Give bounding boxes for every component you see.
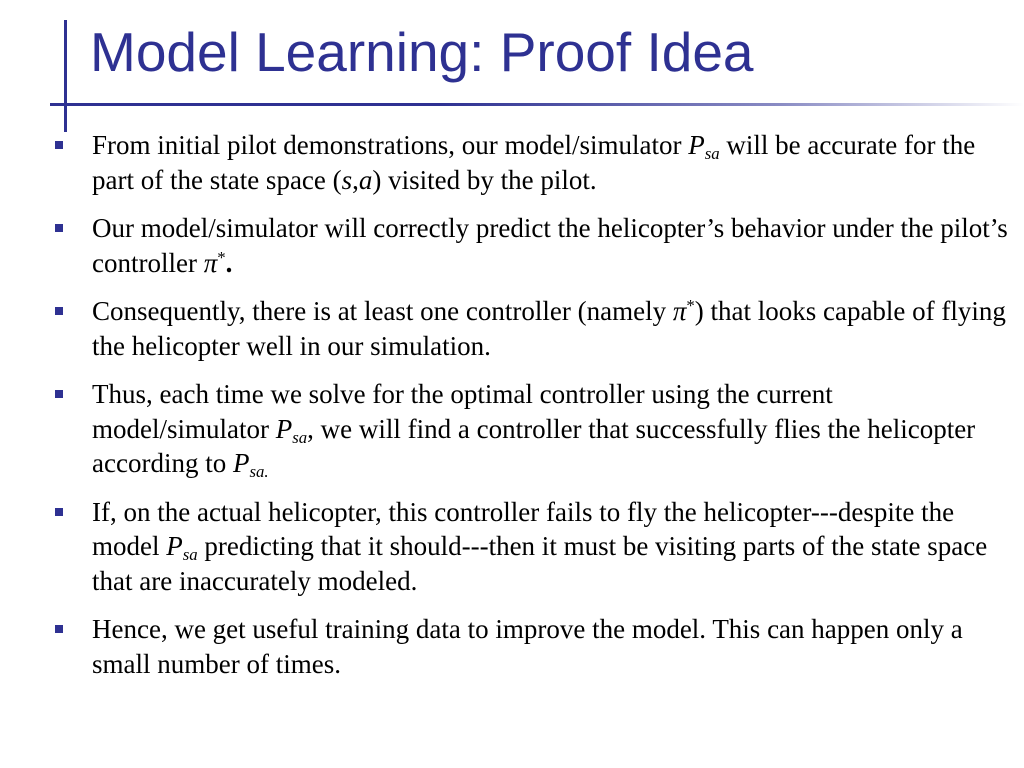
bullet-text-fragment: ) visited by the pilot. bbox=[372, 164, 597, 195]
square-bullet-icon bbox=[55, 508, 63, 516]
bullet-text-fragment: s bbox=[341, 164, 353, 195]
bullet-text-fragment: Hence, we get useful training data to improve the model. This can happen only a small number of times. bbox=[92, 614, 963, 679]
bullet-text-fragment: will be accurate for the part of the state space ( bbox=[92, 130, 976, 195]
bullet-text bbox=[92, 211, 1016, 280]
bullet-item bbox=[50, 128, 1016, 197]
bullet-text-fragment: P bbox=[166, 531, 183, 561]
bullet-text bbox=[92, 128, 1016, 197]
bullet-item bbox=[50, 294, 1016, 363]
bullet-text-fragment: . bbox=[225, 247, 233, 278]
bullet-text-fragment: From initial pilot demonstrations, our model/simulator bbox=[92, 130, 689, 160]
square-bullet-icon bbox=[55, 141, 63, 149]
bullet-text-fragment: Thus, each time we solve for the optimal controller using the current model/simulator bbox=[92, 379, 833, 444]
bullet-text-fragment: Our model/simulator will correctly predict the helicopter’s behavior under the pilot’s controller bbox=[92, 213, 1008, 278]
bullet-text-fragment: predicting that it should---then it must be visiting parts of the state space that are inaccurately modeled. bbox=[92, 531, 988, 596]
square-bullet-icon bbox=[55, 625, 63, 633]
bullet-text-fragment: , we will find a controller that successfully flies the helicopter according to bbox=[92, 413, 976, 478]
slide-title: Model Learning: Proof Idea bbox=[90, 21, 754, 83]
bullet-text-fragment: P bbox=[232, 448, 250, 478]
bullet-item bbox=[50, 377, 1016, 481]
bullet-item bbox=[50, 612, 1016, 681]
bullet-text-fragment: sa bbox=[182, 545, 198, 565]
bullet-text bbox=[92, 294, 1016, 363]
square-bullet-icon bbox=[55, 390, 63, 398]
bullet-text bbox=[92, 377, 1016, 481]
bullet-text-fragment: P bbox=[275, 413, 293, 444]
square-bullet-icon bbox=[55, 224, 63, 232]
title-accent-vertical-line bbox=[64, 20, 67, 132]
bullet-text-fragment: , bbox=[352, 164, 359, 195]
bullet-text-fragment: sa bbox=[292, 427, 308, 447]
bullet-text bbox=[92, 495, 1016, 599]
bullet-text-fragment: sa. bbox=[249, 462, 269, 482]
bullet-text-fragment: sa bbox=[704, 144, 720, 164]
bullet-text-fragment: Consequently, there is at least one controller (namely bbox=[92, 296, 673, 326]
bullet-text-fragment: If, on the actual helicopter, this controller fails to fly the helicopter---despite the model bbox=[92, 496, 955, 561]
bullet-text-fragment: π bbox=[672, 296, 687, 326]
bullet-text-fragment: π bbox=[203, 247, 218, 278]
bullet-text-fragment: P bbox=[688, 130, 705, 160]
bullet-text-fragment: a bbox=[358, 164, 373, 195]
bullet-text bbox=[92, 612, 1016, 681]
bullet-text-fragment: * bbox=[686, 295, 695, 315]
bullet-text-fragment: * bbox=[217, 247, 226, 267]
bullet-list bbox=[50, 128, 1016, 695]
bullet-item bbox=[50, 495, 1016, 599]
square-bullet-icon bbox=[55, 307, 63, 315]
bullet-text-fragment: ) that looks capable of flying the helicopter well in our simulation. bbox=[92, 296, 1006, 361]
title-underline bbox=[50, 103, 1024, 106]
bullet-item bbox=[50, 211, 1016, 280]
